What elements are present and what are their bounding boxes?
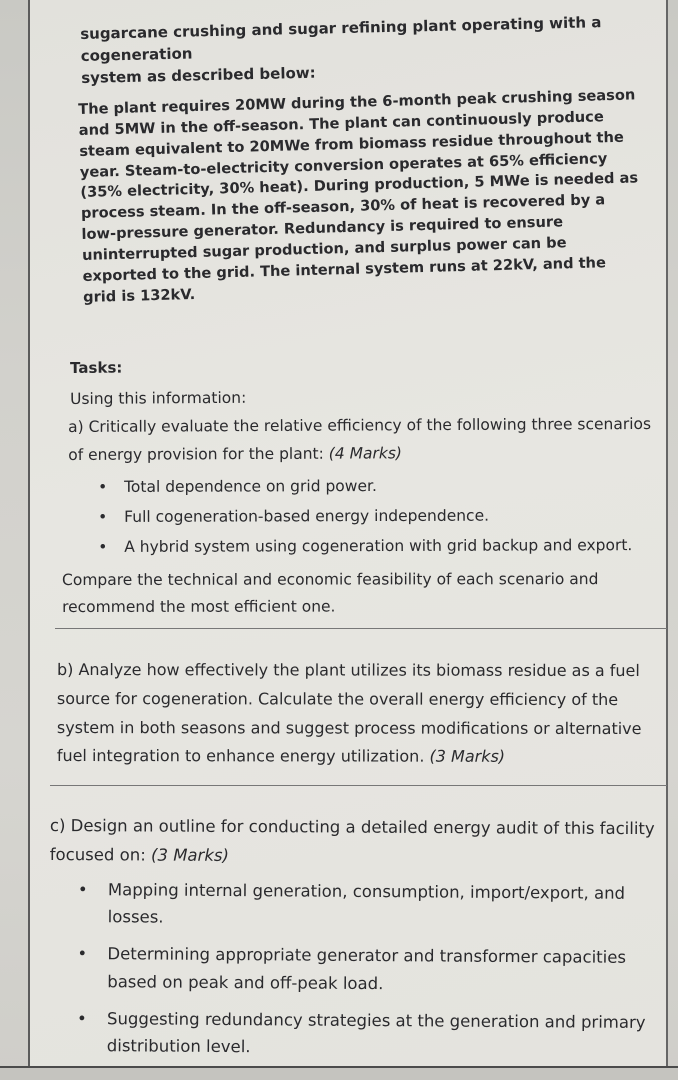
task-c-text: [50, 812, 660, 873]
scenario-paragraph: The plant requires 20MW during the 6-month peak crushing season and 5MW in the off-season. The plant can continuously produce steam equivalent to 20MWe from biomass residue throughout the year. Steam-to-electricity conversion operates at 65% efficiency (35% electricity, 30% heat). During production, 5 MWe is needed as process steam. In the off-season, 30% of heat is recovered by a low-pressure generator. Redundancy is required to ensure uninterrupted sugar production, and surplus power can be exported to the grid. The internal system runs at 22kV, and the grid is 132kV.: [78, 86, 639, 306]
list-item: • Full cogeneration-based energy independence.: [98, 500, 658, 532]
task-c-bullets: [77, 876, 658, 1073]
tasks-heading: Tasks:: [70, 358, 123, 377]
section-divider: [50, 785, 667, 786]
task-a-marks: (4 Marks): [328, 444, 403, 463]
list-item: • Total dependence on grid power.: [98, 470, 658, 502]
using-info-line: Using this information:: [70, 388, 247, 408]
task-b-marks: (3 Marks): [429, 747, 506, 767]
table-bottom-border: [0, 1066, 678, 1080]
task-a-bullets: [98, 470, 658, 563]
intro-line-2: system as described below:: [81, 63, 316, 87]
task-b-text: [57, 656, 657, 772]
task-c-question: c) Design an outline for conducting a detailed energy audit of this facility focused on:: [49, 815, 655, 865]
list-item: • Mapping internal generation, consumption, import/export, and losses.: [78, 876, 658, 934]
task-a-question: a) Critically evaluate the relative efficiency of the following three scenarios of energy provision for the plant:: [68, 414, 652, 464]
task-a-followup: Compare the technical and economic feasibility of each scenario and recommend the most efficient one.: [62, 570, 599, 617]
task-b-question: b) Analyze how effectively the plant utilizes its biomass residue as a fuel source for cogeneration. Calculate the overall energy efficiency of the system in both seasons and suggest process modifications or alternative fuel integration to enhance energy utilization.: [56, 660, 642, 767]
task-c-marks: (3 Marks): [150, 845, 229, 865]
task-a-text: [68, 411, 653, 470]
section-divider: [55, 628, 667, 629]
list-item: • Determining appropriate generator and transformer capacities based on peak and off-peak load.: [77, 940, 657, 998]
intro-line-1: sugarcane crushing and sugar refining plant operating with a cogeneration: [80, 13, 602, 65]
list-item: • Suggesting redundancy strategies at the generation and primary distribution level.: [77, 1005, 657, 1063]
list-item: • A hybrid system using cogeneration with grid backup and export.: [98, 530, 658, 562]
intro-text: [80, 12, 621, 89]
